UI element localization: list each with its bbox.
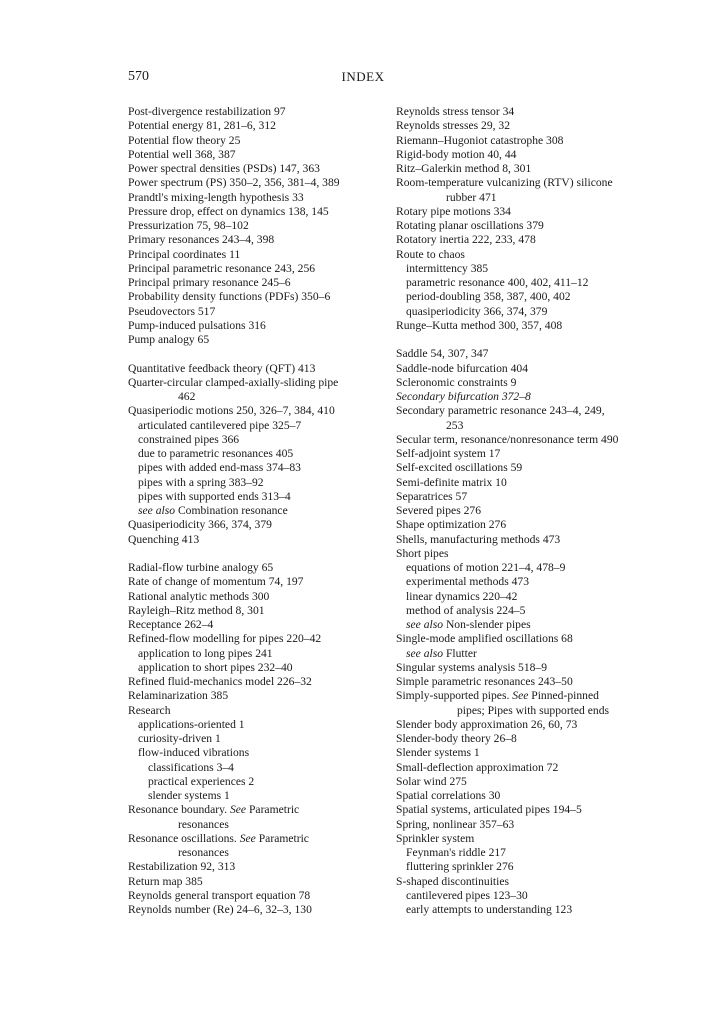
index-entry: Runge–Kutta method 300, 357, 408: [396, 318, 563, 332]
index-entry: Secondary parametric resonance 243–4, 249,: [396, 404, 605, 418]
index-subentry: due to parametric resonances 405: [138, 447, 294, 460]
index-subentry: cantilevered pipes 123–30: [406, 888, 528, 902]
index-entry: Saddle-node bifurcation 404: [396, 361, 529, 375]
index-entry: Separatrices 57: [396, 489, 468, 503]
index-see-also: [128, 504, 388, 518]
index-subentry: Feynman's riddle 217: [406, 846, 506, 859]
index-subentry: fluttering sprinkler 276: [406, 860, 514, 874]
index-entry: Semi-definite matrix 10: [396, 475, 507, 489]
index-entry: Reynolds general transport equation 78: [128, 888, 311, 902]
index-entry: Pseudovectors 517: [128, 304, 216, 318]
index-subentry: pipes with supported ends 313–4: [138, 489, 291, 503]
index-entry-continuation: 253: [446, 418, 464, 432]
index-subentry: pipes with a spring 383–92: [138, 475, 264, 489]
see-also-label: see also: [406, 618, 444, 631]
index-entry: Route to chaos: [396, 247, 465, 261]
entry-term: Resonance boundary.: [128, 803, 228, 817]
index-entry: Reynolds stresses 29, 32: [396, 119, 511, 133]
index-subentry: method of analysis 224–5: [406, 603, 526, 617]
index-entry-continuation: pipes; Pipes with supported ends: [457, 703, 609, 717]
index-entry: Rational analytic methods 300: [128, 589, 270, 603]
see-label: See: [229, 803, 247, 817]
index-entry: Quantitative feedback theory (QFT) 413: [128, 361, 316, 375]
index-entry: Slender body approximation 26, 60, 73: [396, 717, 578, 731]
index-entry: Quarter-circular clamped-axially-sliding pipe: [128, 375, 339, 389]
running-title: INDEX: [341, 69, 385, 84]
index-subentry: applications-oriented 1: [138, 717, 245, 731]
index-entry: Principal primary resonance 245–6: [128, 276, 291, 289]
index-entry: Post-divergence restabilization 97: [128, 105, 286, 118]
index-entry: Rayleigh–Ritz method 8, 301: [128, 603, 265, 617]
cross-reference: Parametric: [248, 803, 300, 817]
index-entry: Rate of change of momentum 74, 197: [128, 575, 304, 589]
cross-reference: Combination resonance: [177, 504, 288, 517]
index-subentry: equations of motion 221–4, 478–9: [406, 561, 566, 574]
see-also-label: see also: [406, 646, 444, 660]
index-entry: Quasiperiodicity 366, 374, 379: [128, 518, 272, 532]
index-entry: Return map 385: [128, 874, 203, 888]
index-entry: Riemann–Hugoniot catastrophe 308: [396, 133, 564, 147]
index-entry: Research: [128, 703, 171, 717]
index-entry-continuation: resonances: [178, 846, 229, 859]
index-entry: Principal coordinates 11: [128, 247, 241, 261]
index-entry-continuation: 462: [178, 390, 196, 403]
index-subentry: pipes with added end-mass 374–83: [138, 461, 301, 475]
index-subentry: constrained pipes 366: [138, 432, 240, 446]
index-entry: [128, 803, 388, 817]
entry-term: Simply-supported pipes.: [396, 689, 510, 703]
index-subentry: quasiperiodicity 366, 374, 379: [406, 304, 548, 318]
index-entry: Pressure drop, effect on dynamics 138, 145: [128, 204, 329, 218]
index-entry: Shape optimization 276: [396, 518, 507, 532]
index-entry: Self-adjoint system 17: [396, 447, 501, 460]
index-entry: Primary resonances 243–4, 398: [128, 233, 275, 247]
index-subentry: linear dynamics 220–42: [406, 589, 518, 603]
entry-term-italic: Secondary bifurcation 372–8: [396, 390, 531, 403]
index-entry: Rigid-body motion 40, 44: [396, 147, 517, 161]
index-entry: Power spectrum (PS) 350–2, 356, 381–4, 389: [128, 176, 340, 190]
index-see-also: [396, 647, 656, 661]
see-also-label: see also: [138, 504, 176, 517]
index-entry: Reynolds stress tensor 34: [396, 105, 515, 118]
index-subentry: intermittency 385: [406, 261, 489, 275]
index-entry: Spatial systems, articulated pipes 194–5: [396, 803, 582, 817]
index-entry: Spatial correlations 30: [396, 789, 501, 802]
index-subentry: flow-induced vibrations: [138, 746, 250, 760]
index-entry: Ritz–Galerkin method 8, 301: [396, 162, 532, 175]
index-entry: Principal parametric resonance 243, 256: [128, 261, 316, 275]
cross-reference: Parametric: [258, 831, 309, 845]
index-subsubentry: practical experiences 2: [148, 774, 255, 788]
index-entry: Rotating planar oscillations 379: [396, 219, 544, 232]
index-entry: Self-excited oscillations 59: [396, 461, 523, 475]
index-subentry: early attempts to understanding 123: [406, 903, 573, 916]
index-entry: Probability density functions (PDFs) 350–6: [128, 290, 331, 304]
index-entry: Power spectral densities (PSDs) 147, 363: [128, 162, 320, 175]
index-entry: Severed pipes 276: [396, 504, 482, 517]
index-entry: Potential flow theory 25: [128, 133, 241, 147]
index-entry: Single-mode amplified oscillations 68: [396, 632, 573, 646]
index-subentry: period-doubling 358, 387, 400, 402: [406, 290, 571, 304]
index-column-right: [396, 105, 656, 917]
index-entry: Potential energy 81, 281–6, 312: [128, 119, 276, 133]
index-entry: Refined-flow modelling for pipes 220–42: [128, 632, 322, 646]
index-subentry: articulated cantilevered pipe 325–7: [138, 418, 302, 432]
page-header: [128, 69, 598, 87]
index-entry: Simple parametric resonances 243–50: [396, 675, 573, 688]
index-subentry: experimental methods 473: [406, 575, 529, 589]
index-entry: [396, 390, 656, 404]
index-entry: Refined fluid-mechanics model 226–32: [128, 675, 312, 688]
index-entry: Radial-flow turbine analogy 65: [128, 561, 274, 574]
index-see-also: [396, 618, 656, 632]
index-subsubentry: slender systems 1: [148, 789, 230, 802]
page-number: 570: [128, 69, 149, 84]
index-entry: Quenching 413: [128, 532, 200, 546]
index-entry: Singular systems analysis 518–9: [396, 660, 548, 674]
entry-term: Resonance oscillations.: [128, 831, 237, 845]
index-entry: Receptance 262–4: [128, 618, 214, 631]
index-entry: Relaminarization 385: [128, 689, 229, 703]
index-entry: Rotary pipe motions 334: [396, 204, 511, 218]
index-entry: [128, 832, 388, 846]
index-subentry: parametric resonance 400, 402, 411–12: [406, 276, 589, 289]
section-gap: [128, 547, 388, 561]
index-entry: Quasiperiodic motions 250, 326–7, 384, 410: [128, 404, 335, 418]
index-entry: Pump-induced pulsations 316: [128, 318, 266, 332]
index-entry: Restabilization 92, 313: [128, 860, 236, 874]
cross-reference: Flutter: [445, 646, 477, 660]
index-entry: Short pipes: [396, 546, 449, 560]
cross-reference: Non-slender pipes: [445, 618, 531, 631]
index-entry: Sprinkler system: [396, 831, 475, 845]
index-entry: Room-temperature vulcanizing (RTV) silicone: [396, 176, 613, 190]
index-entry: Spring, nonlinear 357–63: [396, 817, 515, 831]
index-entry: Pressurization 75, 98–102: [128, 219, 249, 232]
index-entry: Scleronomic constraints 9: [396, 375, 517, 389]
index-entry: Rotatory inertia 222, 233, 478: [396, 233, 536, 247]
index-entry-continuation: resonances: [178, 817, 229, 831]
index-entry: Saddle 54, 307, 347: [396, 347, 489, 361]
index-column-left: [128, 105, 388, 917]
index-entry: Pump analogy 65: [128, 333, 210, 346]
index-entry: Small-deflection approximation 72: [396, 760, 559, 774]
index-entry: Prandtl's mixing-length hypothesis 33: [128, 190, 304, 204]
index-entry: Reynolds number (Re) 24–6, 32–3, 130: [128, 903, 312, 916]
index-entry: [396, 689, 656, 703]
index-subsubentry: classifications 3–4: [148, 760, 234, 774]
section-gap: [128, 347, 388, 361]
index-entry: Secular term, resonance/nonresonance term 490: [396, 432, 619, 446]
see-label: See: [239, 831, 256, 845]
section-gap: [396, 333, 656, 347]
see-label: See: [512, 689, 529, 703]
index-entry: Shells, manufacturing methods 473: [396, 532, 561, 546]
index-entry: S-shaped discontinuities: [396, 874, 510, 888]
index-entry: Potential well 368, 387: [128, 147, 236, 161]
index-entry-continuation: rubber 471: [446, 190, 497, 204]
index-entry: Slender systems 1: [396, 746, 480, 760]
index-subentry: application to long pipes 241: [138, 646, 273, 660]
index-entry: Slender-body theory 26–8: [396, 732, 517, 745]
cross-reference: Pinned-pinned: [531, 689, 599, 703]
index-subentry: application to short pipes 232–40: [138, 660, 293, 674]
index-entry: Solar wind 275: [396, 774, 467, 788]
index-subentry: curiosity-driven 1: [138, 732, 221, 745]
